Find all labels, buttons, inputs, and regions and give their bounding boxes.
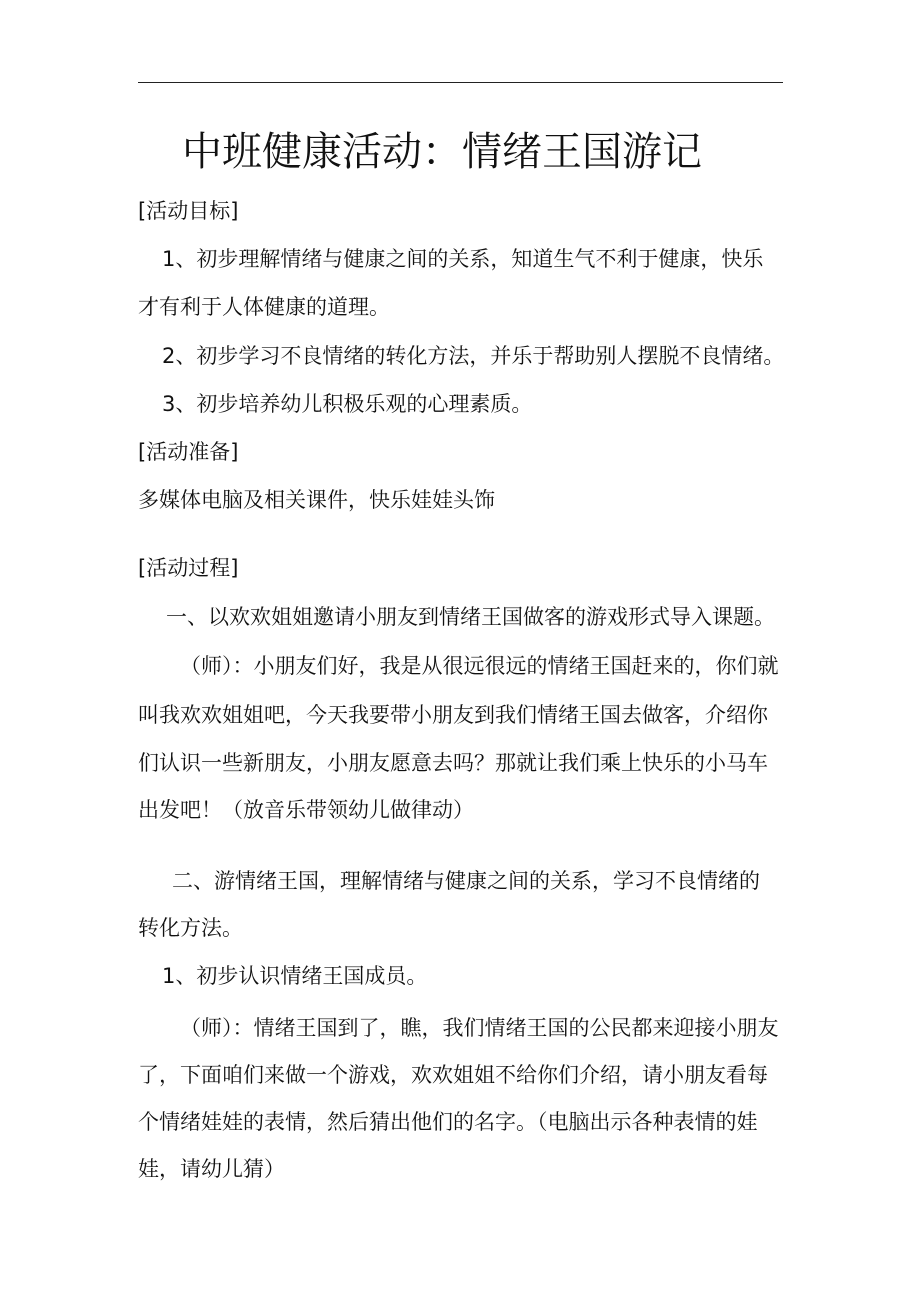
step-2-para-line: 个情绪娃娃的表情，然后猜出他们的名字。（电脑出示各种表情的娃: [138, 1110, 758, 1134]
process-heading: [活动过程]: [138, 556, 239, 580]
step-1-para-line: 叫我欢欢姐姐吧，今天我要带小朋友到我们情绪王国去做客，介绍你: [138, 703, 768, 727]
goals-heading: [活动目标]: [138, 199, 239, 223]
goal-1-line-2: 才有利于人体健康的道理。: [138, 295, 390, 319]
step-1-para-line: （师）：小朋友们好，我是从很远很远的情绪王国赶来的，你们就: [180, 654, 779, 678]
step-2-para-line: （师）：情绪王国到了，瞧，我们情绪王国的公民都来迎接小朋友: [180, 1016, 779, 1040]
header-rule: [138, 82, 783, 83]
process-step-2-line: 二、游情绪王国，理解情绪与健康之间的关系，学习不良情绪的: [172, 869, 760, 893]
step-2-para-line: 娃，请幼儿猜）: [138, 1157, 285, 1181]
process-step-2-line: 转化方法。: [138, 916, 243, 940]
prep-text: 多媒体电脑及相关课件，快乐娃娃头饰: [138, 488, 495, 512]
step-2-para-line: 了，下面咱们来做一个游戏，欢欢姐姐不给你们介绍，请小朋友看每: [138, 1063, 768, 1087]
goal-1-line-1: 1、初步理解情绪与健康之间的关系，知道生气不利于健康，快乐: [162, 247, 764, 271]
step-2-sub-1: 1、初步认识情绪王国成员。: [162, 964, 428, 988]
goal-3: 3、初步培养幼儿积极乐观的心理素质。: [162, 392, 533, 416]
goal-2: 2、初步学习不良情绪的转化方法，并乐于帮助别人摆脱不良情绪。: [162, 344, 785, 368]
process-step-1: 一、以欢欢姐姐邀请小朋友到情绪王国做客的游戏形式导入课题。: [166, 605, 775, 629]
step-1-para-line: 出发吧！（放音乐带领幼儿做律动）: [138, 798, 474, 822]
prep-heading: [活动准备]: [138, 440, 239, 464]
page-title: 中班健康活动：情绪王国游记: [182, 129, 702, 175]
step-1-para-line: 们认识一些新朋友，小朋友愿意去吗？那就让我们乘上快乐的小马车: [138, 751, 768, 775]
